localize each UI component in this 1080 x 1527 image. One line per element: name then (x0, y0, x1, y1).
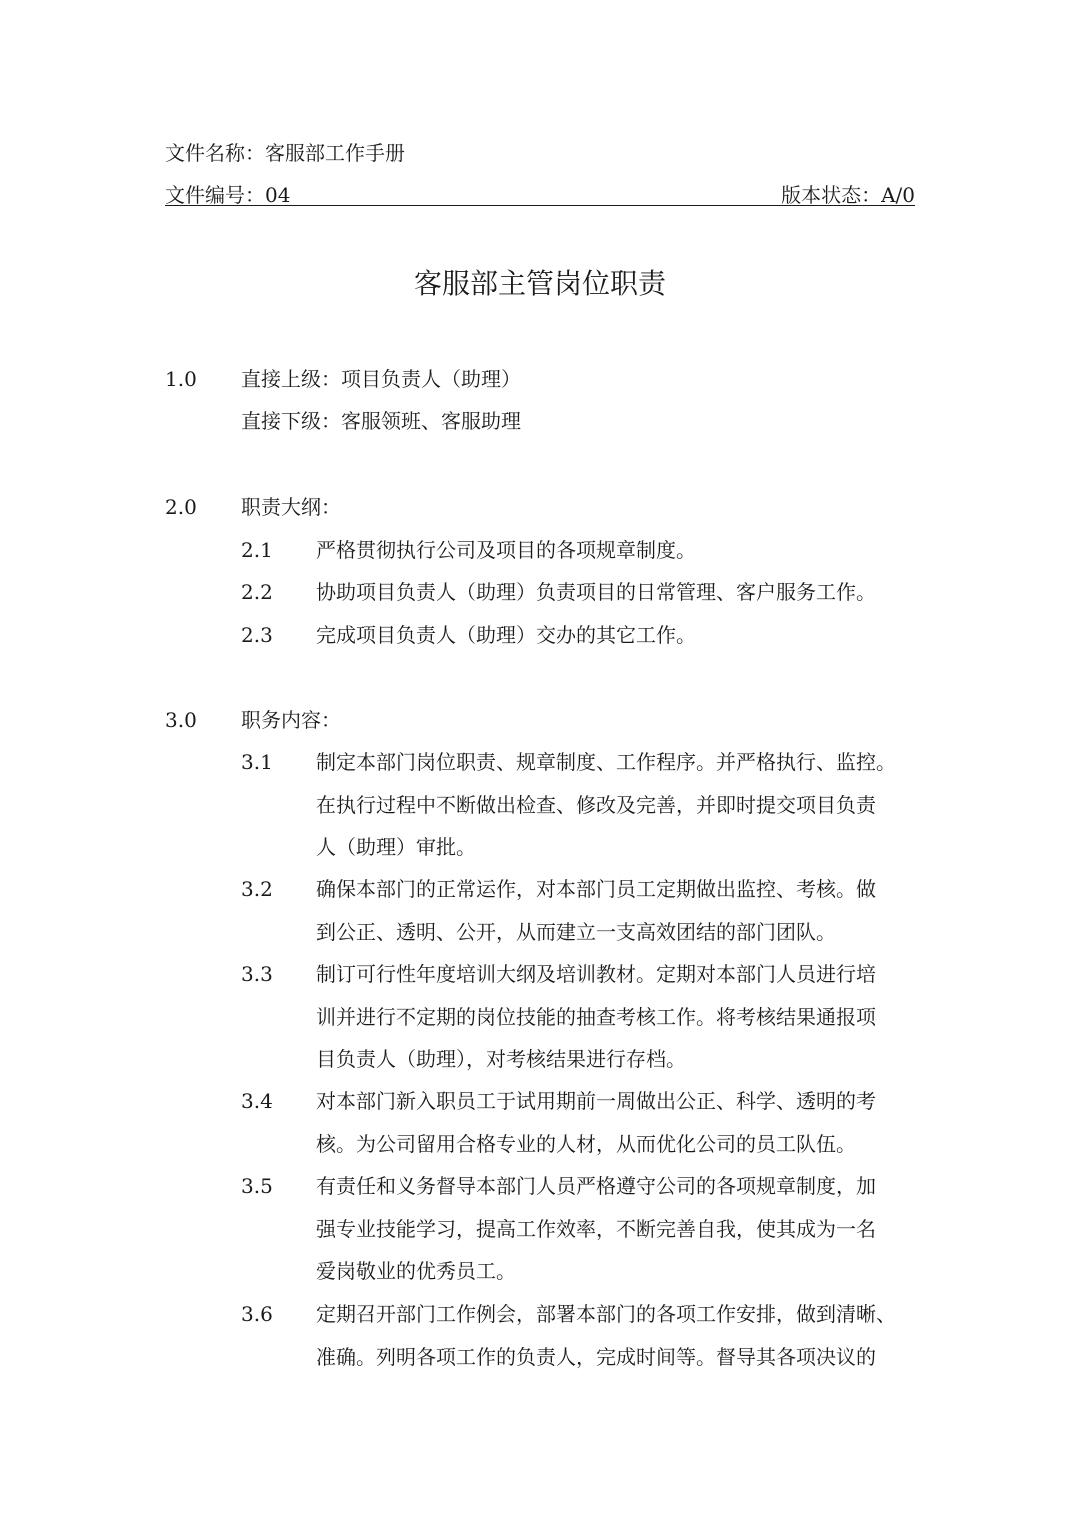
item-number: 3.1 (241, 750, 273, 774)
direct-superior: 直接上级：项目负责人（助理） (241, 367, 521, 391)
item-line: 对本部门新入职员工于试用期前一周做出公正、科学、透明的考 (316, 1089, 876, 1113)
direct-subordinate: 直接下级：客服领班、客服助理 (241, 409, 521, 433)
item-number: 3.2 (241, 877, 273, 901)
item-number: 3.6 (241, 1302, 273, 1326)
item-line: 确保本部门的正常运作，对本部门员工定期做出监控、考核。做 (316, 877, 876, 901)
item-number: 3.4 (241, 1089, 273, 1113)
item-line: 准确。列明各项工作的负责人，完成时间等。督导其各项决议的 (316, 1344, 876, 1369)
section-number: 1.0 (165, 367, 197, 391)
item-paragraph (316, 1080, 916, 1165)
header-rule (165, 205, 915, 206)
item-text: 严格贯彻执行公司及项目的各项规章制度。 (316, 538, 696, 562)
item-paragraph (316, 953, 916, 1081)
item-paragraph (316, 868, 916, 953)
section-number: 3.0 (165, 708, 197, 732)
item-line: 到公正、透明、公开，从而建立一支高效团结的部门团队。 (316, 919, 836, 944)
item-line: 训并进行不定期的岗位技能的抽查考核工作。将考核结果通报项 (316, 1004, 876, 1029)
item-paragraph (316, 1293, 916, 1378)
item-number: 2.2 (241, 580, 273, 604)
item-line: 有责任和义务督导本部门人员严格遵守公司的各项规章制度，加 (316, 1174, 876, 1198)
item-line: 核。为公司留用合格专业的人材，从而优化公司的员工队伍。 (316, 1131, 856, 1156)
file-number: 文件编号：04 (165, 183, 291, 207)
page-title: 客服部主管岗位职责 (413, 267, 666, 300)
item-number: 3.3 (241, 962, 273, 986)
item-number: 2.3 (241, 623, 273, 647)
version-status: 版本状态：A/0 (781, 183, 915, 207)
item-text: 完成项目负责人（助理）交办的其它工作。 (316, 623, 696, 647)
item-text: 协助项目负责人（助理）负责项目的日常管理、客户服务工作。 (316, 580, 876, 604)
section-heading: 职责大纲： (241, 495, 341, 519)
section-heading: 职务内容： (241, 708, 341, 732)
item-line: 目负责人（助理），对考核结果进行存档。 (316, 1047, 686, 1071)
file-name: 文件名称：客服部工作手册 (165, 141, 405, 165)
item-line: 在执行过程中不断做出检查、修改及完善，并即时提交项目负责 (316, 792, 876, 817)
item-line: 强专业技能学习，提高工作效率，不断完善自我，使其成为一名 (316, 1216, 876, 1241)
item-paragraph (316, 1165, 916, 1293)
item-paragraph (316, 741, 916, 869)
item-number: 3.5 (241, 1174, 273, 1198)
section-number: 2.0 (165, 495, 197, 519)
item-line: 制定本部门岗位职责、规章制度、工作程序。并严格执行、监控。 (316, 750, 896, 774)
item-number: 2.1 (241, 538, 273, 562)
item-line: 人（助理）审批。 (316, 835, 476, 859)
item-line: 定期召开部门工作例会，部署本部门的各项工作安排，做到清晰、 (316, 1302, 896, 1326)
item-line: 制订可行性年度培训大纲及培训教材。定期对本部门人员进行培 (316, 962, 876, 986)
item-line: 爱岗敬业的优秀员工。 (316, 1259, 516, 1283)
